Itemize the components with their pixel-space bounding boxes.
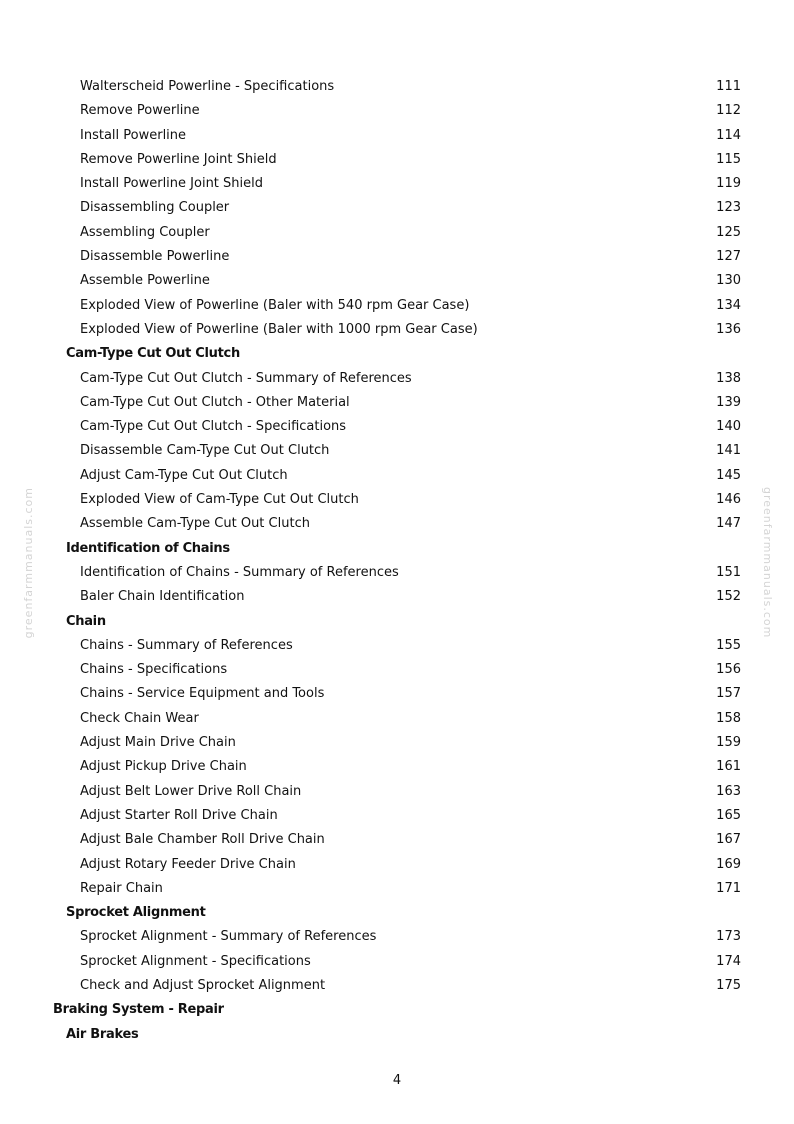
toc-entry-page-number: 146 (716, 492, 741, 508)
toc-entry-page-number: 157 (716, 686, 741, 702)
toc-entry[interactable] (0, 269, 794, 293)
toc-entry-title: Braking System - Repair (53, 1002, 224, 1018)
table-of-contents (0, 75, 794, 1047)
toc-entry-title: Adjust Belt Lower Drive Roll Chain (80, 783, 302, 799)
toc-entry[interactable] (0, 828, 794, 852)
toc-entry-title: Remove Powerline Joint Shield (80, 151, 277, 167)
toc-entry[interactable] (0, 804, 794, 828)
toc-entry-page-number: 134 (716, 297, 741, 313)
toc-entry[interactable] (0, 99, 794, 123)
toc-entry-title: Cam-Type Cut Out Clutch - Summary of References (80, 370, 412, 386)
toc-entry-title: Check and Adjust Sprocket Alignment (80, 977, 326, 993)
toc-entry-page-number: 111 (716, 79, 741, 94)
toc-entry-title: Identification of Chains - Summary of References (80, 564, 399, 580)
toc-entry-title: Air Brakes (66, 1026, 139, 1042)
toc-entry[interactable] (0, 464, 794, 488)
watermark-right: greenfarmmanuals.com (761, 487, 774, 639)
toc-entry-page-number: 173 (716, 929, 741, 945)
toc-section-heading (0, 537, 794, 561)
toc-entry[interactable] (0, 561, 794, 585)
toc-entry-title: Cam-Type Cut Out Clutch - Other Material (80, 394, 350, 410)
toc-entry-title: Exploded View of Cam-Type Cut Out Clutch (80, 492, 359, 508)
toc-entry-title: Install Powerline (80, 127, 187, 143)
toc-entry-page-number: 161 (716, 759, 741, 775)
toc-entry[interactable] (0, 512, 794, 536)
toc-entry-page-number: 145 (716, 467, 741, 483)
toc-entry-title: Baler Chain Identification (80, 589, 245, 605)
toc-entry-title: Chain (66, 613, 106, 629)
toc-entry[interactable] (0, 707, 794, 731)
toc-entry-title: Sprocket Alignment - Summary of References (80, 929, 377, 945)
toc-entry-page-number: 174 (716, 953, 741, 969)
toc-entry-title: Adjust Rotary Feeder Drive Chain (80, 856, 296, 872)
toc-entry-page-number: 127 (716, 249, 741, 265)
toc-entry-title: Remove Powerline (80, 103, 200, 119)
toc-entry-page-number: 112 (716, 103, 741, 119)
toc-entry-page-number: 140 (716, 419, 741, 435)
toc-entry[interactable] (0, 658, 794, 682)
toc-section-heading (0, 901, 794, 925)
toc-entry[interactable] (0, 415, 794, 439)
toc-entry-title: Assemble Powerline (80, 273, 210, 289)
toc-entry[interactable] (0, 172, 794, 196)
toc-entry-page-number: 139 (716, 394, 741, 410)
toc-entry-title: Adjust Main Drive Chain (80, 735, 236, 751)
toc-entry-title: Walterscheid Powerline - Specifications (80, 79, 335, 94)
toc-entry[interactable] (0, 367, 794, 391)
toc-entry-title: Sprocket Alignment - Specifications (80, 953, 311, 969)
toc-entry-page-number: 152 (716, 589, 741, 605)
toc-entry-page-number: 156 (716, 662, 741, 678)
toc-entry-page-number: 167 (716, 832, 741, 848)
toc-entry-page-number: 151 (716, 564, 741, 580)
toc-entry[interactable] (0, 488, 794, 512)
toc-entry-page-number: 130 (716, 273, 741, 289)
toc-entry[interactable] (0, 75, 794, 99)
toc-entry[interactable] (0, 221, 794, 245)
toc-entry-page-number: 141 (716, 443, 741, 459)
toc-entry[interactable] (0, 318, 794, 342)
toc-entry-page-number: 165 (716, 807, 741, 823)
toc-entry-page-number: 115 (716, 151, 741, 167)
toc-entry-page-number: 171 (716, 880, 741, 896)
toc-entry[interactable] (0, 148, 794, 172)
toc-section-heading (0, 998, 794, 1022)
toc-entry-title: Exploded View of Powerline (Baler with 540 rpm Gear Case) (80, 297, 470, 313)
toc-entry-title: Chains - Service Equipment and Tools (80, 686, 325, 702)
toc-entry-page-number: 119 (716, 176, 741, 192)
toc-entry[interactable] (0, 755, 794, 779)
toc-entry-page-number: 158 (716, 710, 741, 726)
toc-entry[interactable] (0, 780, 794, 804)
toc-entry-title: Chains - Summary of References (80, 637, 293, 653)
toc-entry[interactable] (0, 925, 794, 949)
toc-entry-page-number: 175 (716, 977, 741, 993)
toc-entry-page-number: 136 (716, 321, 741, 337)
toc-entry-page-number: 155 (716, 637, 741, 653)
toc-entry-title: Adjust Pickup Drive Chain (80, 759, 247, 775)
toc-entry-title: Install Powerline Joint Shield (80, 176, 263, 192)
toc-entry-title: Cam-Type Cut Out Clutch (66, 346, 240, 362)
toc-entry-page-number: 169 (716, 856, 741, 872)
toc-entry[interactable] (0, 294, 794, 318)
toc-entry-title: Chains - Specifications (80, 662, 228, 678)
toc-entry-page-number: 163 (716, 783, 741, 799)
toc-entry-title: Exploded View of Powerline (Baler with 1000 rpm Gear Case) (80, 321, 478, 337)
toc-entry[interactable] (0, 731, 794, 755)
toc-entry[interactable] (0, 391, 794, 415)
toc-entry[interactable] (0, 682, 794, 706)
toc-entry[interactable] (0, 245, 794, 269)
toc-entry-page-number: 125 (716, 224, 741, 240)
toc-entry[interactable] (0, 974, 794, 998)
toc-entry[interactable] (0, 853, 794, 877)
toc-entry-title: Adjust Bale Chamber Roll Drive Chain (80, 832, 325, 848)
toc-entry-title: Check Chain Wear (80, 710, 199, 726)
toc-entry-title: Disassemble Powerline (80, 249, 230, 265)
toc-entry-page-number: 138 (716, 370, 741, 386)
toc-entry-title: Disassemble Cam-Type Cut Out Clutch (80, 443, 330, 459)
toc-entry-page-number: 114 (716, 127, 741, 143)
toc-entry-title: Cam-Type Cut Out Clutch - Specifications (80, 419, 347, 435)
toc-entry[interactable] (0, 634, 794, 658)
toc-section-heading (0, 610, 794, 634)
toc-entry-title: Assembling Coupler (80, 224, 210, 240)
toc-entry-title: Adjust Starter Roll Drive Chain (80, 807, 278, 823)
toc-entry-page-number: 147 (716, 516, 741, 532)
toc-entry-title: Identification of Chains (66, 540, 230, 556)
toc-section-heading (0, 1023, 794, 1047)
watermark-left: greenfarmmanuals.com (22, 487, 35, 639)
toc-entry-title: Repair Chain (80, 880, 163, 896)
toc-entry[interactable] (0, 124, 794, 148)
toc-entry-title: Assemble Cam-Type Cut Out Clutch (80, 516, 310, 532)
toc-entry-title: Sprocket Alignment (66, 905, 206, 921)
page-number: 4 (392, 1073, 402, 1088)
toc-entry[interactable] (0, 950, 794, 974)
toc-entry[interactable] (0, 877, 794, 901)
toc-entry-title: Adjust Cam-Type Cut Out Clutch (80, 467, 288, 483)
toc-entry[interactable] (0, 585, 794, 609)
toc-entry-title: Disassembling Coupler (80, 200, 230, 216)
toc-section-heading (0, 342, 794, 366)
toc-entry-page-number: 159 (716, 735, 741, 751)
toc-entry[interactable] (0, 196, 794, 220)
toc-entry[interactable] (0, 439, 794, 463)
toc-entry-page-number: 123 (716, 200, 741, 216)
